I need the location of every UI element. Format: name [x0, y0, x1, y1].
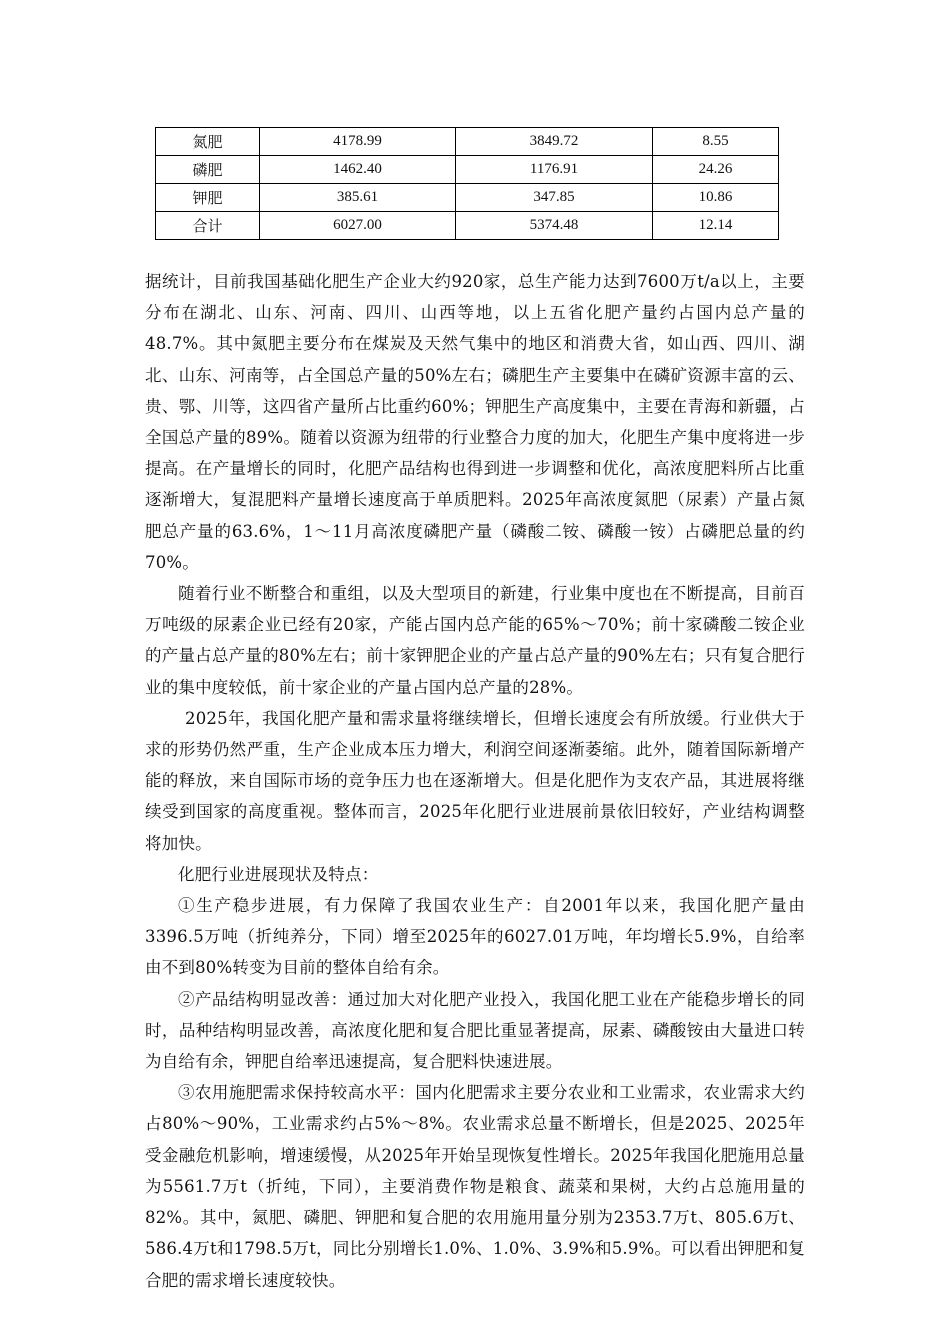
- table-cell-value: 24.26: [653, 156, 779, 184]
- fertilizer-data-table: [155, 127, 779, 240]
- table-cell-category: 磷肥: [156, 156, 260, 184]
- document-body: [145, 266, 805, 1296]
- table-cell-value: 347.85: [456, 184, 653, 212]
- table-cell-value: 3849.72: [456, 128, 653, 156]
- table-cell-value: 1462.40: [260, 156, 456, 184]
- paragraph-point-2: ②产品结构明显改善：通过加大对化肥产业投入，我国化肥工业在产能稳步增长的同时，品种结构明显改善，高浓度化肥和复合肥比重显著提高，尿素、磷酸铵由大量进口转为自给有余，钾肥自给率迅速提高，复合肥料快速进展。: [145, 989, 805, 1072]
- table-cell-category: 氮肥: [156, 128, 260, 156]
- table-cell-value: 1176.91: [456, 156, 653, 184]
- paragraph-section-heading: 化肥行业进展现状及特点：: [178, 864, 379, 884]
- table-row: [156, 184, 779, 212]
- paragraph-point-1: ①生产稳步进展，有力保障了我国农业生产：自2001年以来，我国化肥产量由3396.5万吨（折纯养分，下同）增至2025年的6027.01万吨，年均增长5.9%，自给率由不到80%转变为目前的整体自给有余。: [145, 896, 805, 978]
- table-cell-value: 8.55: [653, 128, 779, 156]
- table-cell-value: 12.14: [653, 212, 779, 240]
- table-cell-value: 10.86: [653, 184, 779, 212]
- paragraph-statistics: 据统计，目前我国基础化肥生产企业大约920家，总生产能力达到7600万t/a以上，主要分布在湖北、山东、河南、四川、山西等地，以上五省化肥产量约占国内总产量的48.7%。其中氮肥主要分布在煤炭及天然气集中的地区和消费大省，如山西、四川、湖北、山东、河南等，占全国总产量的50%左右；磷肥生产主要集中在磷矿资源丰富的云、贵、鄂、川等，这四省产量所占比重约60%；钾肥生产高度集中，主要在青海和新疆，占全国总产量的89%。随着以资源为纽带的行业整合力度的加大，化肥生产集中度将进一步提高。在产量增长的同时，化肥产品结构也得到进一步调整和优化，高浓度肥料所占比重逐渐增大，复混肥料产量增长速度高于单质肥料。2025年高浓度氮肥（尿素）产量占氮肥总产量的63.6%，1～11月高浓度磷肥产量（磷酸二铵、磷酸一铵）占磷肥总量的约70%。: [145, 272, 805, 572]
- table-row: [156, 128, 779, 156]
- table-cell-value: 6027.00: [260, 212, 456, 240]
- table-row: [156, 156, 779, 184]
- table-row: [156, 212, 779, 240]
- table-cell-category: 钾肥: [156, 184, 260, 212]
- paragraph-industry-concentration: 随着行业不断整合和重组，以及大型项目的新建，行业集中度也在不断提高，目前百万吨级的尿素企业已经有20家，产能占国内总产能的65%～70%；前十家磷酸二铵企业的产量占总产量的80%左右；前十家钾肥企业的产量占总产量的90%左右；只有复合肥行业的集中度较低，前十家企业的产量占国内总产量的28%。: [145, 584, 805, 697]
- table-cell-value: 5374.48: [456, 212, 653, 240]
- table-cell-value: 4178.99: [260, 128, 456, 156]
- paragraph-point-3: ③农用施肥需求保持较高水平：国内化肥需求主要分农业和工业需求，农业需求大约占80%～90%，工业需求约占5%～8%。农业需求总量不断增长，但是2025、2025年受金融危机影响，增速缓慢，从2025年开始呈现恢复性增长。2025年我国化肥施用总量为5561.7万t（折纯，下同），主要消费作物是粮食、蔬菜和果树，大约占总施用量的82%。其中，氮肥、磷肥、钾肥和复合肥的农用施用量分别为2353.7万t、805.6万t、586.4万t和1798.5万t，同比分别增长1.0%、1.0%、3.9%和5.9%。可以看出钾肥和复合肥的需求增长速度较快。: [145, 1083, 805, 1290]
- table-cell-value: 385.61: [260, 184, 456, 212]
- paragraph-outlook: 2025年，我国化肥产量和需求量将继续增长，但增长速度会有所放缓。行业供大于求的形势仍然严重，生产企业成本压力增大，利润空间逐渐萎缩。此外，随着国际新增产能的释放，来自国际市场的竞争压力也在逐渐增大。但是化肥作为支农产品，其进展将继续受到国家的高度重视。整体而言，2025年化肥行业进展前景依旧较好，产业结构调整将加快。: [145, 708, 805, 853]
- table-cell-category: 合计: [156, 212, 260, 240]
